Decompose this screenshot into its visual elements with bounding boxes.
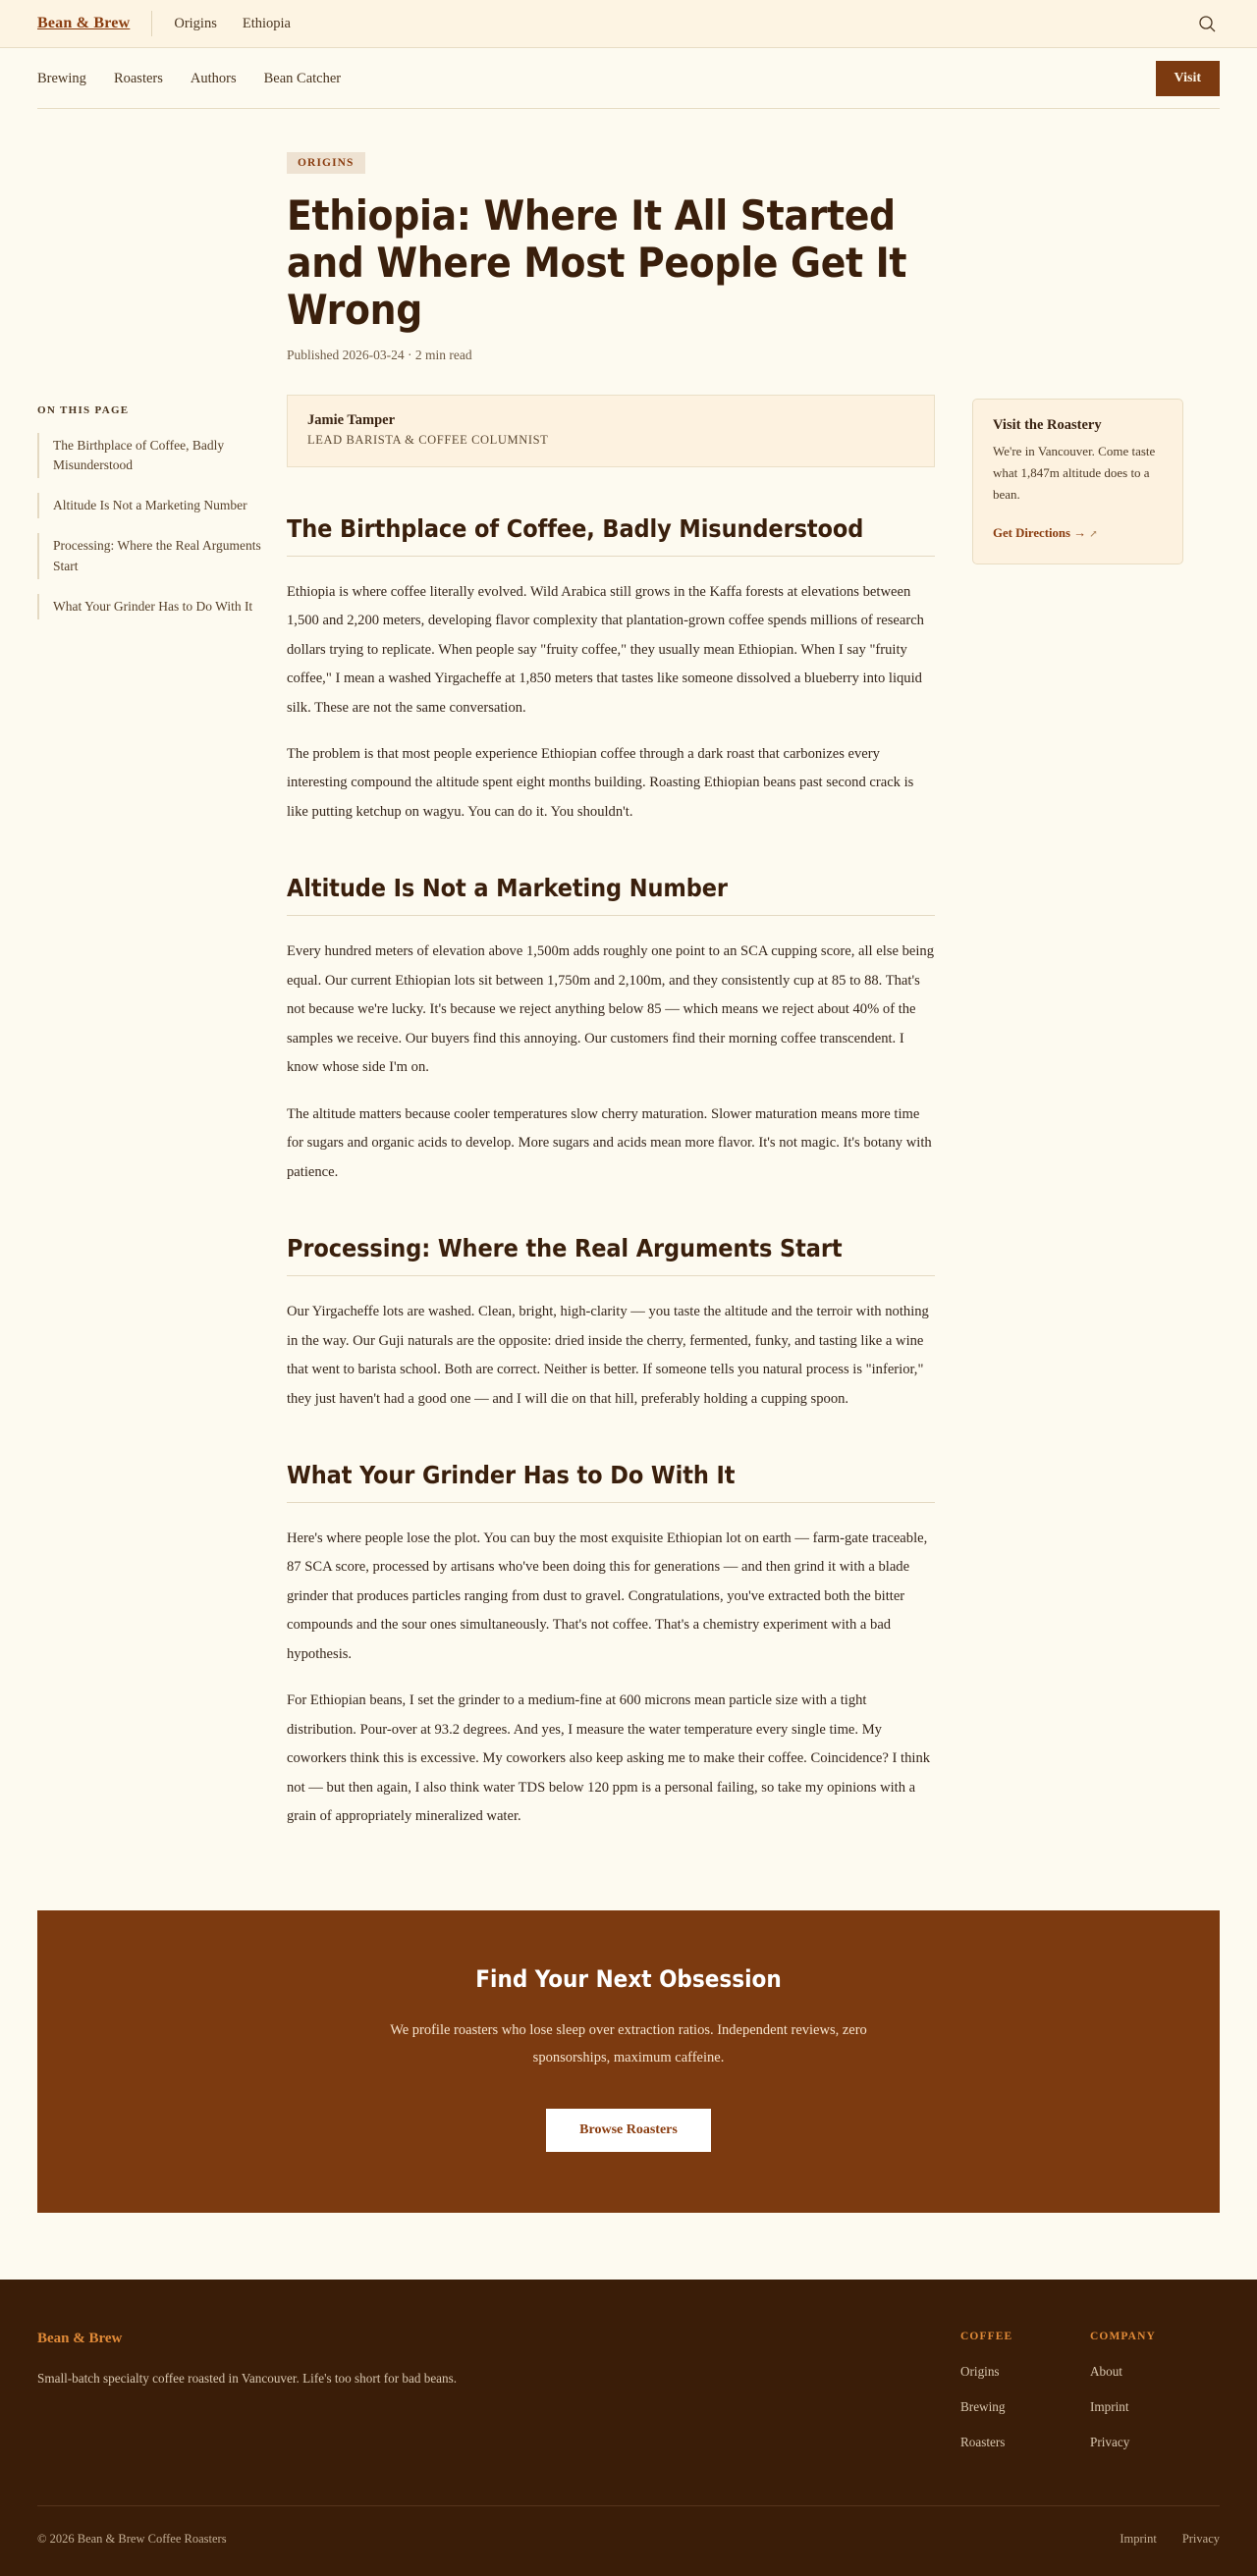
cta-heading: Find Your Next Obsession (475, 1964, 782, 1993)
nav-item-roasters[interactable]: Roasters (113, 70, 163, 86)
roastery-card-title: Visit the Roastery (993, 416, 1102, 433)
author-role: LEAD BARISTA & COFFEE COLUMNIST (307, 432, 549, 447)
get-directions-label: Get Directions → (993, 525, 1087, 540)
paragraph: The altitude matters because cooler temperatures slow cherry maturation. Slower maturation means more time for sugars and organic acids to develop. More sugars and acids mean more flavor. It's not magic. It's botany with patience. (287, 1105, 932, 1180)
footer-bottom-link-imprint[interactable]: Imprint (1120, 2532, 1157, 2547)
footer-column-title: COMPANY (1090, 2331, 1156, 2343)
toc-list (37, 433, 287, 620)
toc-link-grinder[interactable]: What Your Grinder Has to Do With It (53, 598, 253, 614)
author-name: Jamie Tamper (307, 411, 396, 428)
toc-link-birthplace[interactable]: The Birthplace of Coffee, Badly Misunderstood (53, 437, 225, 472)
get-directions-link[interactable] (993, 526, 1098, 540)
nav-item-brewing[interactable]: Brewing (37, 70, 86, 86)
toc-label: ON THIS PAGE (37, 403, 130, 416)
footer-tagline: Small-batch specialty coffee roasted in Vancouver. Life's too short for bad beans. (37, 2371, 458, 2387)
footer (0, 2280, 1257, 2576)
paragraph: Ethiopia is where coffee literally evolved. Wild Arabica still grows in the Kaffa forests at elevations between 1,500 and 2,200 meters, developing flavor complexity that plantation-grown coffee spends millions of research dollars trying to replicate. When people say "fruity coffee," they usually mean Ethiopian. When I say "fruity coffee," I mean a washed Yirgacheffe at 1,850 meters that tastes like someone dissolved a blueberry into liquid silk. These are not the same conversation. (287, 583, 924, 716)
footer-bottom-link-privacy[interactable]: Privacy (1181, 2532, 1220, 2547)
external-link-icon: ↗ (1089, 528, 1098, 540)
section-birthplace (287, 514, 935, 828)
footer-bottom-links (1120, 2532, 1220, 2547)
paragraph: For Ethiopian beans, I set the grinder to a medium-fine at 600 microns mean particle size with a tight distribution. Pour-over at 93.2 degrees. And yes, I measure the water temperature every single time. My coworkers think this is excessive. My coworkers also keep asking me to make their coffee. Coincidence? I think not — but then again, I also think water TDS below 120 ppm is a personal failing, so take my opinions with a grain of appropriately mineralized water. (287, 1692, 931, 1825)
section-heading: Altitude Is Not a Marketing Number (287, 874, 935, 916)
breadcrumb (174, 16, 291, 32)
list-item (37, 433, 287, 479)
footer-link-about[interactable]: About (1090, 2364, 1122, 2380)
section-heading: The Birthplace of Coffee, Badly Misunderstood (287, 514, 935, 557)
toc-link-altitude[interactable]: Altitude Is Not a Marketing Number (53, 498, 247, 513)
footer-brand-column (37, 2331, 960, 2389)
footer-column-title: COFFEE (960, 2331, 1013, 2343)
article-header (0, 109, 1257, 363)
aside-sidebar (935, 395, 1220, 564)
search-button[interactable] (1194, 11, 1220, 36)
section-heading: Processing: Where the Real Arguments Start (287, 1234, 935, 1276)
nav-item-authors[interactable]: Authors (190, 70, 237, 86)
category-badge[interactable]: ORIGINS (287, 152, 365, 174)
paragraph: The problem is that most people experience Ethiopian coffee through a dark roast that carbonizes every interesting compound the altitude spent eight months building. Roasting Ethiopian beans past second crack is like putting ketchup on wagyu. You can do it. You shouldn't. (287, 745, 914, 820)
footer-link-privacy[interactable]: Privacy (1090, 2435, 1130, 2450)
brand-logo[interactable]: Bean & Brew (37, 15, 131, 31)
primary-nav (37, 71, 341, 87)
section-altitude (287, 874, 935, 1187)
paragraph: Here's where people lose the plot. You can buy the most exquisite Ethiopian lot on earth — farm-gate traceable, 87 SCA score, processed by artisans who've been doing this for generations — and then grind it with a blade grinder that produces particles ranging from dust to gravel. Congratulations, you've extracted both the bitter compounds and the sour ones simultaneously. That's not coffee. That's a chemistry experiment with a bad hypothesis. (287, 1530, 928, 1662)
footer-bottom (37, 2505, 1220, 2576)
roastery-card (972, 399, 1183, 564)
search-icon (1198, 15, 1217, 33)
toc-sidebar (37, 395, 287, 635)
article-meta: Published 2026-03-24 · 2 min read (287, 347, 472, 362)
breadcrumb-item-ethiopia[interactable]: Ethiopia (242, 15, 291, 31)
topbar (0, 0, 1257, 48)
page-title: Ethiopia: Where It All Started and Where Most People Get It Wrong (287, 191, 907, 334)
breadcrumb-item-origins[interactable]: Origins (174, 15, 217, 31)
footer-link-imprint[interactable]: Imprint (1090, 2399, 1129, 2415)
section-grinder (287, 1461, 935, 1832)
paragraph: Our Yirgacheffe lots are washed. Clean, bright, high-clarity — you taste the altitude and the terroir with nothing in the way. Our Guji naturals are the opposite: dried inside the cherry, fermented, funky, and tasting like a wine that went to barista school. Both are correct. Neither is better. If someone tells you natural process is "inferior," they just haven't had a good one — and I will die on that hill, preferably holding a cupping spoon. (287, 1304, 929, 1407)
list-item (37, 594, 287, 619)
cta-banner (37, 1910, 1220, 2214)
visit-button[interactable]: Visit (1156, 61, 1220, 95)
article-content (287, 395, 935, 1832)
author-card (287, 395, 935, 467)
list-item (37, 533, 287, 579)
article-body (0, 363, 1257, 1832)
navbar (0, 48, 1257, 109)
section-heading: What Your Grinder Has to Do With It (287, 1461, 935, 1503)
nav-item-bean-catcher[interactable]: Bean Catcher (263, 70, 342, 86)
section-processing (287, 1234, 935, 1414)
brand-divider (151, 11, 152, 36)
cta-text: We profile roasters who lose sleep over extraction ratios. Independent reviews, zero sponsorships, maximum caffeine. (390, 2021, 867, 2066)
roastery-card-text: We're in Vancouver. Come taste what 1,847m altitude does to a bean. (993, 443, 1156, 503)
copyright: © 2026 Bean & Brew Coffee Roasters (37, 2532, 227, 2547)
footer-brand: Bean & Brew (37, 2331, 123, 2347)
paragraph: Every hundred meters of elevation above 1,500m adds roughly one point to an SCA cupping score, all else being equal. Our current Ethiopian lots sit between 1,750m and 2,100m, and they consistently cup at 85 to 88. That's not because we're lucky. It's because we reject anything below 85 — which means we reject about 40% of the samples we receive. Our buyers find this annoying. Our customers find their morning coffee transcendent. I know whose side I'm on. (287, 943, 934, 1076)
toc-link-processing[interactable]: Processing: Where the Real Arguments Start (53, 538, 261, 573)
footer-link-brewing[interactable]: Brewing (960, 2399, 1006, 2415)
browse-roasters-button[interactable]: Browse Roasters (546, 2109, 711, 2152)
footer-link-origins[interactable]: Origins (960, 2364, 1000, 2380)
list-item (37, 493, 287, 518)
footer-link-roasters[interactable]: Roasters (960, 2435, 1006, 2450)
cta-wrapper (0, 1832, 1257, 2214)
